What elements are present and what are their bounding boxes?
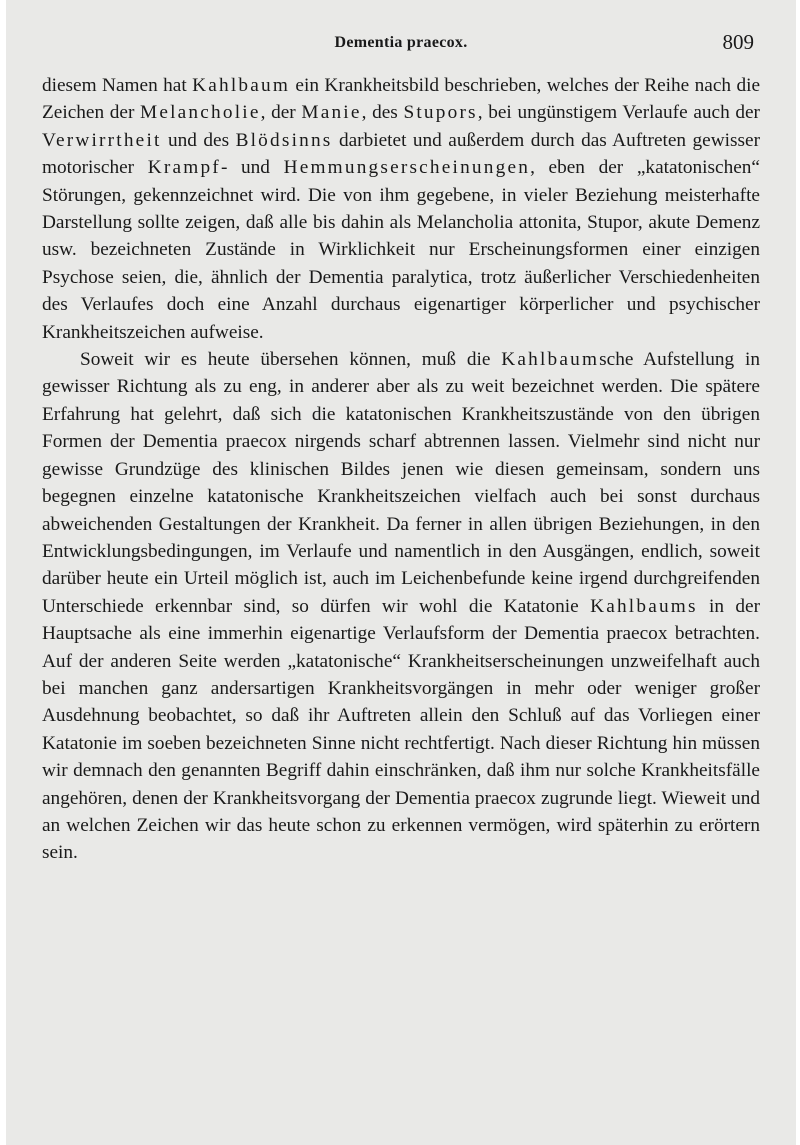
spaced-emphasis: Manie — [301, 102, 362, 124]
spaced-emphasis: Kahlbaums — [590, 595, 698, 617]
paragraph — [42, 346, 760, 867]
page-number: 809 — [722, 30, 754, 54]
body-text — [42, 72, 760, 867]
paragraph — [42, 72, 760, 346]
text-run: , des — [361, 102, 404, 124]
spaced-emphasis: Blödsinns — [235, 129, 333, 151]
text-run: , eben der „katatonischen“ Störungen, gekennzeichnet wird. Die von ihm gegebene, in vieler Beziehung meisterhafte Darstellung sollte zeigen, daß alle bis dahin als Melancholia attonita, Stupor, akute Demenz usw. bezeichneten Zustände in Wirklichkeit nur Erscheinungsformen einer einzigen Psychose seien, die, ähnlich der Dementia paralytica, trotz äußerlicher Verschiedenheiten des Verlaufes doch eine Anzahl durchaus eigenartiger körperlicher und psychischer Krankheitszeichen aufweise. — [42, 157, 760, 343]
running-title: Dementia praecox. — [334, 34, 468, 51]
text-run: ein Krankheitsbild beschrieben, welches der Reihe nach die Zeichen der — [42, 75, 760, 124]
spaced-emphasis: Krampf — [147, 157, 221, 179]
spaced-emphasis: Verwirrtheit — [42, 129, 162, 151]
text-run: darbietet und außerdem durch das Auftreten gewisser motorischer — [42, 129, 760, 179]
spaced-emphasis: Hemmungserscheinungen — [283, 157, 531, 179]
text-run: , der — [260, 102, 302, 124]
text-run: in der Hauptsache als eine immerhin eigenartige Verlaufsform der Dementia praecox betrachten. Auf der anderen Seite werden „katatonische“ Krankheitserscheinungen unzweifelhaft auch bei manchen ganz andersartigen Krankheitsvorgängen in mehr oder weniger großer Ausdehnung beobachtet, so daß ihr Auftreten allein den Schluß auf das Vorliegen einer Katatonie im soeben bezeichneten Sinne nicht rechtfertigt. Nach dieser Richtung hin müssen wir demnach den genannten Begriff dahin einschränken, daß ihm nur solche Krankheitsfälle angehören, denen der Krankheitsvorgang der Dementia praecox zugrunde liegt. Wieweit und an welchen Zeichen wir das heute schon zu erkennen vermögen, wird späterhin zu erörtern sein. — [42, 595, 761, 864]
text-run: diesem Namen hat — [42, 75, 193, 96]
text-run: sche Aufstellung in gewisser Richtung als zu eng, in anderer aber als zu weit bezeichnet werden. Die spätere Erfahrung hat gelehrt, daß sich die katatonischen Krankheitszustände von den übrigen Formen der Dementia praecox nirgends scharf abtrennen lassen. Vielmehr sind nicht nur gewisse Grundzüge des klinischen Bildes jenen wie diesen gemeinsam, sondern uns begegnen einzelne katatonische Krankheitszeichen vielfach auch bei sonst durchaus abweichenden Gestaltungen der Krankheit. Da ferner in allen übrigen Beziehungen, in den Entwicklungsbedingungen, im Verlaufe und namentlich in den Ausgängen, endlich, soweit darüber heute ein Urteil möglich ist, auch im Leichenbefunde keine irgend durchgreifenden Unterschiede erkennbar sind, so dürfen wir wohl die Katatonie — [42, 349, 761, 617]
text-run: und des — [161, 129, 236, 151]
running-head — [6, 28, 796, 58]
book-page — [6, 0, 796, 1145]
text-run: Soweit wir es heute übersehen können, muß die — [80, 349, 502, 371]
spaced-emphasis: Stupors — [403, 102, 478, 124]
text-run: , bei ungünstigem Verlaufe auch der — [477, 102, 760, 124]
spaced-emphasis: Kahlbaum — [501, 349, 600, 371]
spaced-emphasis: Kahlbaum — [192, 75, 291, 96]
spaced-emphasis: Melancholie — [140, 102, 261, 124]
text-run: - und — [220, 157, 284, 179]
